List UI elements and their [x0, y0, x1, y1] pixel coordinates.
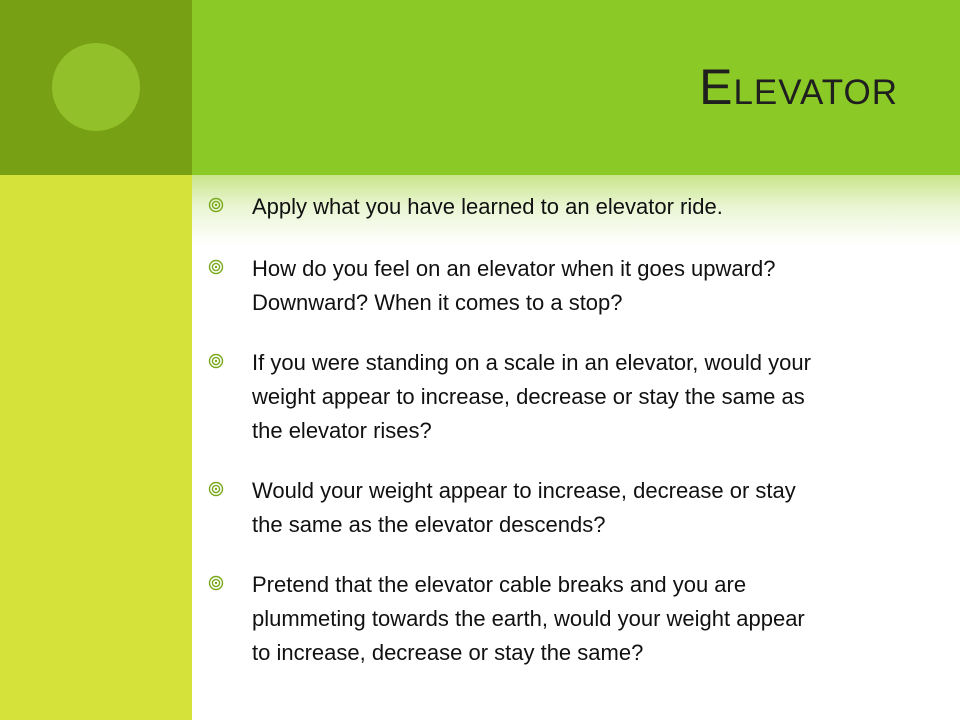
bullet-line: plummeting towards the earth, would your weight appear	[252, 606, 805, 631]
slide-title: Elevator	[699, 59, 898, 115]
ring-bullet-icon	[202, 190, 252, 216]
bullet-line: Apply what you have learned to an elevator ride.	[252, 194, 723, 219]
bullet-line: to increase, decrease or stay the same?	[252, 640, 644, 665]
bullet-line: Downward? When it comes to a stop?	[252, 290, 623, 315]
bullet-item	[202, 568, 922, 670]
bullet-item	[202, 346, 922, 448]
bullet-text	[252, 190, 723, 224]
bullet-line: How do you feel on an elevator when it goes upward?	[252, 256, 776, 281]
bullet-text	[252, 474, 796, 542]
bullet-item	[202, 190, 922, 224]
bullet-item	[202, 252, 922, 320]
bullet-text	[252, 568, 805, 670]
ring-bullet-icon	[202, 252, 252, 278]
bullet-item	[202, 474, 922, 542]
bullet-text	[252, 346, 811, 448]
bullet-line: the elevator rises?	[252, 418, 432, 443]
ring-bullet-icon	[202, 474, 252, 500]
bullet-line: Pretend that the elevator cable breaks and you are	[252, 572, 747, 597]
bullet-line: the same as the elevator descends?	[252, 512, 606, 537]
ring-bullet-icon	[202, 568, 252, 594]
bullet-text	[252, 252, 775, 320]
bullet-line: weight appear to increase, decrease or stay the same as	[252, 384, 805, 409]
bullet-line: If you were standing on a scale in an elevator, would your	[252, 350, 811, 375]
ring-bullet-icon	[202, 346, 252, 372]
bullet-line: Would your weight appear to increase, decrease or stay	[252, 478, 796, 503]
